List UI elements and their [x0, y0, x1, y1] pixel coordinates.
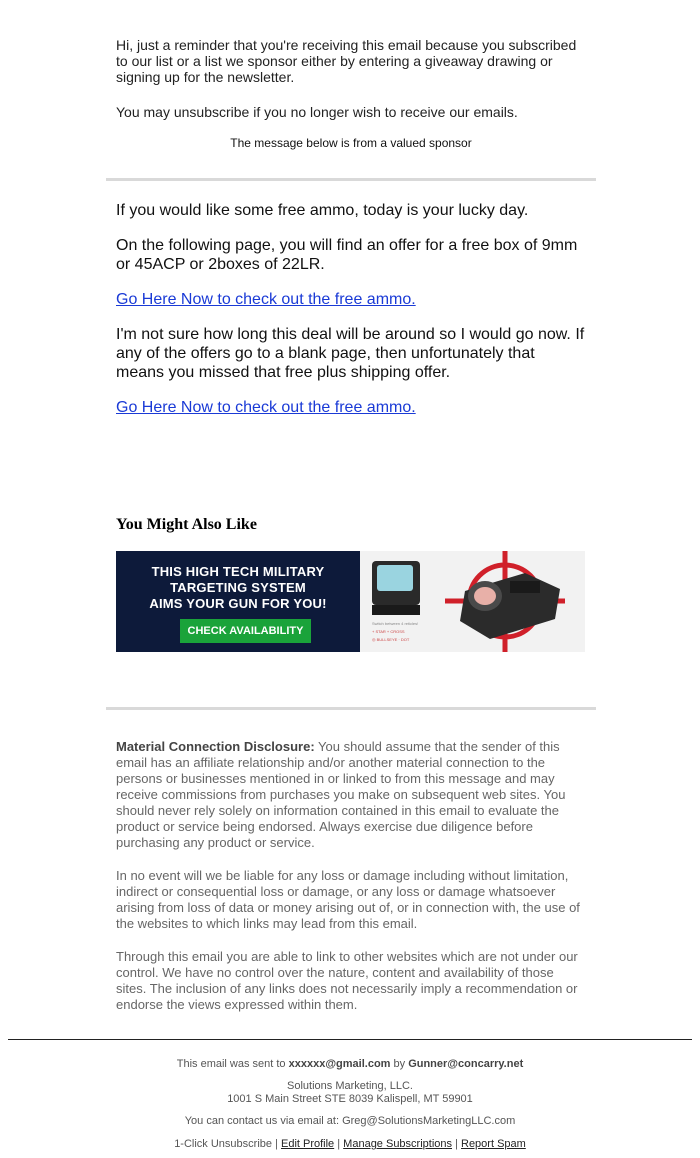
disclosure-text: You should assume that the sender of this email has an affiliate relationship and/or another material connection to the persons or businesses mentioned in or linked to from this message and may receive commissions from purchases you make on subsequent web sites. You should never rely solely on information contained in this email to evaluate the product or service being endorsed. Always exercise due diligence before purchasing any product or service. [116, 739, 566, 850]
manage-subscriptions-link[interactable]: Manage Subscriptions [343, 1138, 453, 1150]
footer-links: 1-Click Unsubscribe | Edit Profile | Manage Subscriptions | Report Spam [174, 1138, 526, 1150]
free-ammo-link[interactable]: Go Here Now to check out the free ammo. [116, 291, 416, 308]
unsubscribe-note: You may unsubscribe if you no longer wish to receive our emails. [116, 104, 518, 120]
recipient-email: xxxxxx@gmail.com [288, 1058, 391, 1070]
liability-paragraph: In no event will we be liable for any loss or damage including without limitation, indirect or consequential loss or damage, or any loss or damage whatsoever arising from loss of data or money arising out of, or in connection with, the use of the websites to which links may lead from this email. [116, 868, 580, 931]
divider [106, 178, 596, 181]
sender-email: Gunner@concarry.net [408, 1058, 524, 1070]
check-availability-button[interactable]: CHECK AVAILABILITY [180, 619, 311, 643]
free-ammo-link[interactable]: Go Here Now to check out the free ammo. [116, 399, 416, 416]
company-name: Solutions Marketing, LLC. [287, 1080, 413, 1092]
divider [106, 707, 596, 710]
message-paragraph: On the following page, you will find an offer for a free box of 9mm or 45ACP or 2boxes of 22LR. [116, 237, 578, 273]
disclosure-section [116, 739, 586, 1030]
disclosure-label: Material Connection Disclosure: [116, 739, 315, 754]
street-address: 1001 S Main Street STE 8039 Kalispell, MT 59901 [227, 1093, 473, 1105]
ad-headline-line: THIS HIGH TECH MILITARY [151, 564, 325, 579]
edit-profile-link[interactable]: Edit Profile [280, 1138, 335, 1150]
intro-section [116, 37, 586, 120]
one-click-unsubscribe[interactable]: 1-Click Unsubscribe [174, 1138, 272, 1150]
ad-headline-line: TARGETING SYSTEM [170, 580, 306, 595]
message-paragraph: I'm not sure how long this deal will be around so I would go now. If any of the offers go to a blank page, then unfortunately that means you missed that free plus shipping offer. [116, 326, 585, 381]
disclosure-paragraph [116, 739, 586, 851]
sponsor-note: The message below is from a valued sponsor [230, 136, 472, 150]
ad-banner[interactable] [116, 551, 585, 652]
ad-product-image[interactable] [360, 551, 585, 652]
ad-text-panel[interactable] [116, 551, 360, 652]
ad-headline [116, 564, 360, 612]
you-might-also-like-heading: You Might Also Like [116, 516, 257, 533]
external-links-paragraph: Through this email you are able to link to other websites which are not under our control. We have no control over the nature, content and availability of those sites. The inclusion of any links does not necessarily imply a recommendation or endorse the views expressed within them. [116, 949, 578, 1012]
contact-line: You can contact us via email at: Greg@SolutionsMarketingLLC.com [184, 1115, 516, 1127]
svg-text:Switch between 4 reticles!: Switch between 4 reticles! [372, 621, 419, 626]
ad-headline-line: AIMS YOUR GUN FOR YOU! [149, 596, 327, 611]
svg-text:+ STAR + CROSS: + STAR + CROSS [372, 629, 405, 634]
svg-text:◎ BULLSEYE · DOT: ◎ BULLSEYE · DOT [372, 637, 410, 642]
message-paragraph: If you would like some free ammo, today is your lucky day. [116, 202, 529, 219]
footer-divider [8, 1039, 692, 1040]
sponsor-message [116, 201, 586, 433]
intro-text: Hi, just a reminder that you're receiving this email because you subscribed to our list or a list we sponsor either by entering a giveaway drawing or signing up for the newsletter. [116, 37, 577, 85]
red-dot-sight-image [360, 551, 585, 652]
company-address [0, 1080, 700, 1106]
report-spam-link[interactable]: Report Spam [461, 1138, 526, 1150]
sent-to-line: This email was sent to xxxxxx@gmail.com by Gunner@concarry.net [176, 1058, 524, 1070]
